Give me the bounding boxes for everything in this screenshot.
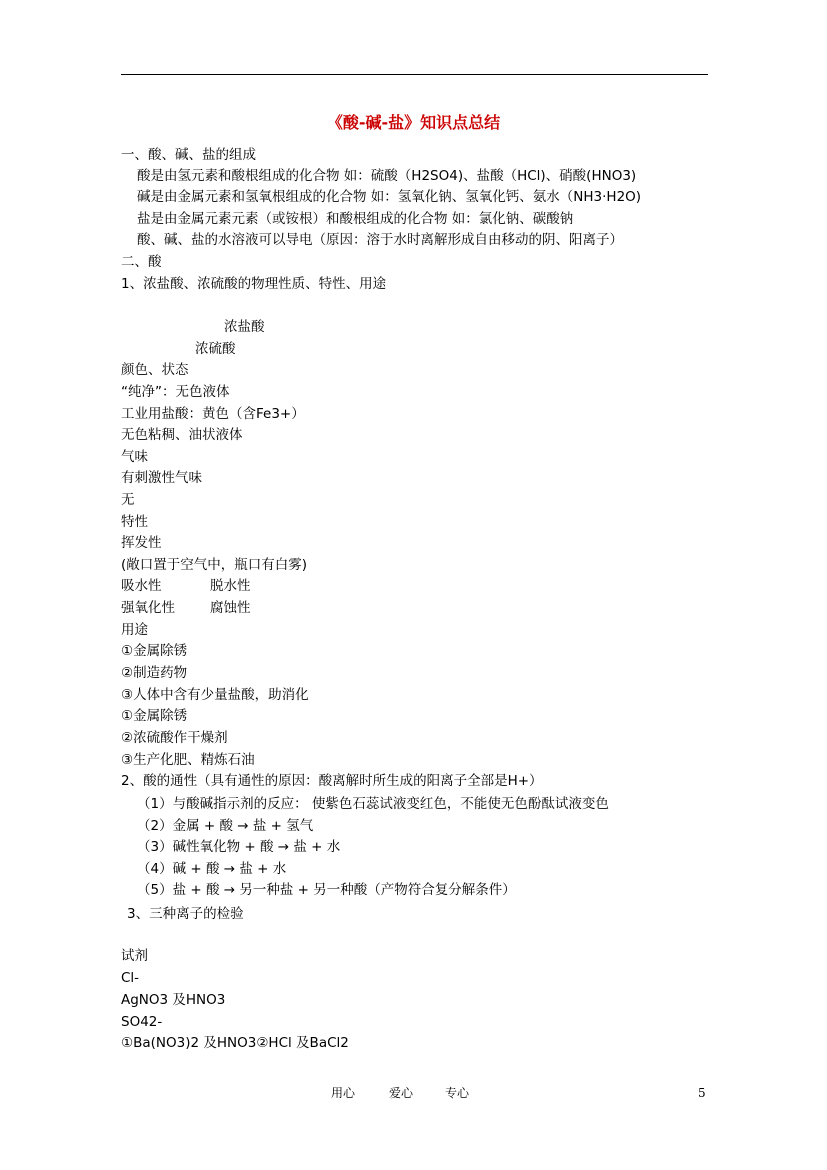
section-heading-composition: 一、酸、碱、盐的组成	[121, 147, 256, 163]
column-header-sulfuric-acid: 浓硫酸	[195, 341, 236, 357]
cell-text: 无	[121, 492, 135, 508]
cell-text: 强氧化性	[121, 600, 175, 616]
document-title: 《酸-碱-盐》知识点总结	[326, 113, 501, 132]
cell-text: ①金属除锈	[121, 708, 188, 724]
cell-text: 吸水性	[121, 578, 162, 594]
property-item-1: （1）与酸碱指示剂的反应： 使紫色石蕊试液变红色，不能使无色酚酞试液变色	[137, 796, 609, 812]
property-item-3: （3）碱性氧化物 + 酸 → 盐 + 水	[137, 839, 341, 855]
row-label-characteristics: 特性	[121, 514, 148, 530]
property-item-2: （2）金属 + 酸 → 盐 + 氢气	[137, 818, 314, 834]
footer-motto-left: 用心	[331, 1086, 356, 1100]
cell-text: 有刺激性气味	[121, 470, 202, 486]
row-label-color-state: 颜色、状态	[121, 362, 189, 378]
footer-motto-middle: 爱心	[389, 1086, 414, 1100]
page-number: 5	[698, 1086, 706, 1100]
cell-text: ②制造药物	[121, 665, 188, 681]
cell-text: ①金属除锈	[121, 643, 188, 659]
ion-sulfate: SO42-	[121, 1014, 163, 1030]
reagent-chloride: AgNO3 及HNO3	[121, 992, 226, 1008]
cell-text: 工业用盐酸：黄色（含Fe3+）	[121, 406, 305, 422]
cell-text: “纯净”：无色液体	[121, 384, 230, 400]
row-label-uses: 用途	[121, 622, 148, 638]
property-item-5: （5）盐 + 酸 → 另一种盐 + 另一种酸（产物符合复分解条件）	[137, 882, 516, 898]
cell-text: 脱水性	[210, 578, 251, 594]
subheading-general-properties: 2、酸的通性（具有通性的原因：酸离解时所生成的阳离子全部是H+）	[121, 773, 543, 789]
row-label-reagent: 试剂	[121, 948, 148, 964]
subheading-physical-properties: 1、浓盐酸、浓硫酸的物理性质、特性、用途	[121, 276, 387, 292]
cell-text: 腐蚀性	[210, 600, 251, 616]
cell-text: ③生产化肥、精炼石油	[121, 752, 255, 768]
row-label-odor: 气味	[121, 449, 148, 465]
cell-text: 无色粘稠、油状液体	[121, 427, 243, 443]
definition-salt: 盐是由金属元素元素（或铵根）和酸根组成的化合物 如：氯化钠、碳酸钠	[137, 211, 574, 227]
header-rule	[121, 74, 708, 75]
column-header-hydrochloric-acid: 浓盐酸	[224, 319, 265, 335]
footer-motto-right: 专心	[445, 1086, 470, 1100]
property-item-4: （4）碱 + 酸 → 盐 + 水	[137, 861, 287, 877]
cell-text: (敞口置于空气中，瓶口有白雾)	[121, 557, 308, 573]
cell-text: 挥发性	[121, 535, 162, 551]
ion-chloride: Cl-	[121, 970, 140, 986]
reagent-sulfate: ①Ba(NO3)2 及HNO3②HCl 及BaCl2	[121, 1035, 349, 1051]
definition-base: 碱是由金属元素和氢氧根组成的化合物 如：氢氧化钠、氢氧化钙、氨水（NH3·H2O)	[137, 189, 642, 205]
subheading-ion-detection: 3、三种离子的检验	[127, 906, 244, 922]
cell-text: ③人体中含有少量盐酸，助消化	[121, 687, 309, 703]
section-heading-acids: 二、酸	[121, 254, 162, 270]
conductivity-note: 酸、碱、盐的水溶液可以导电（原因：溶于水时离解形成自由移动的阴、阳离子）	[137, 232, 623, 248]
definition-acid: 酸是由氢元素和酸根组成的化合物 如：硫酸（H2SO4)、盐酸（HCl)、硝酸(HNO3)	[137, 168, 637, 184]
cell-text: ②浓硫酸作干燥剂	[121, 730, 228, 746]
